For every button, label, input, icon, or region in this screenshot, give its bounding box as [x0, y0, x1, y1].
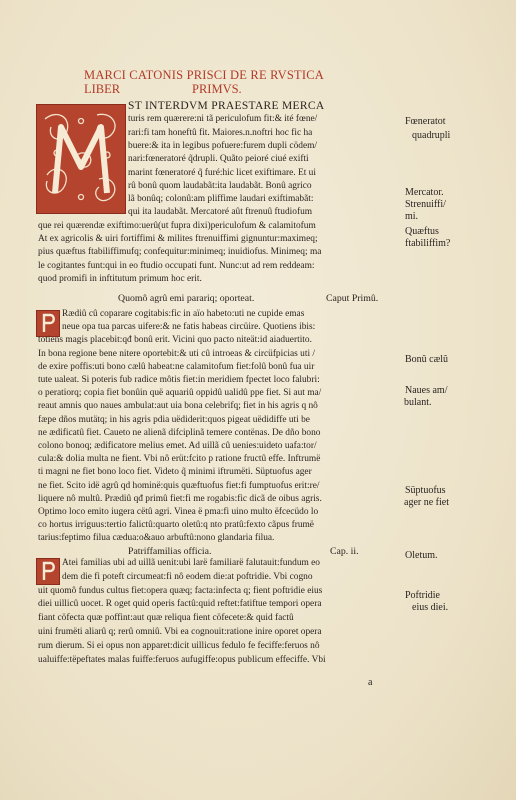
text-line: de exire poffis:uti bono cælû habeat:ne calamitofum fiet:folû bonû fua uir — [38, 361, 315, 372]
text-line: ne ædificatû fiet. Caueto ne alienã difciplinã temere contënas. De dño bono — [38, 427, 321, 438]
initial-p-2-icon — [37, 559, 59, 584]
text-line: At ex agricolis & uiri fortiffimi & milites ftrenuiffimi gignuntur:maximeq; — [38, 234, 318, 244]
text-line: buere:& ita in legibus pofuere:furem dupli cödem/ — [128, 140, 318, 151]
text-line: le cogitantes funt:qui in eo ftudio occupati funt. Nunc:ut ad rem reddeam: — [38, 260, 315, 271]
text-line: turis rem quærere:ni tã periculofum fit:& ité fœne/ — [128, 114, 318, 125]
text-line: rari:fi tam honeftû fit. Maiores.n.noftri hoc fic ha — [128, 127, 313, 138]
book-label-primus: PRIMVS. — [192, 82, 242, 96]
margin-note: Fœneratot — [405, 116, 446, 127]
text-line: In bona regione bene nitere oportebit:& uti cû introeas & circüfpicias uti / — [38, 348, 315, 359]
floral-initial-icon — [37, 105, 125, 213]
text-line: neue opa tua parcas uifere:& ne fatis habeas circüire. Quotiens ibis: — [62, 322, 316, 333]
text-line: Rædiû cû coparare cogitabis:fic in aïo habeto:uti ne cupide emas — [62, 309, 305, 319]
text-line: totiens magis placebit:qđ bonû erit. Vicini quo pacto niteät:id aiaduertito. — [38, 335, 312, 346]
margin-note: Quæftus — [405, 226, 439, 237]
text-line: Optimo loco emito iugera cëtû agri. Vinea ë pma:fi uino multo ëfcecüdo lo — [38, 507, 319, 517]
margin-note: eius diei. — [412, 602, 449, 613]
chapter-heading-2-number: Cap. ii. — [330, 546, 359, 557]
initial-p-icon — [37, 311, 59, 336]
margin-note: Oletum. — [405, 550, 438, 561]
text-line: lã bonûq; colonû:am pliffime laudari exiftimabãt: — [128, 194, 314, 205]
text-line: fæpe dños mutätq; in his agris pdia uëdiderit:quos pigeat uëdidiffe uti be — [38, 414, 310, 425]
margin-note: ftabiliffim? — [405, 238, 451, 249]
chapter-heading-1-number: Caput Primû. — [326, 293, 379, 304]
text-line: Atei familias ubi ad uillã uenit:ubi larë familiarë falutauit:fundum eo — [62, 558, 320, 568]
signature-mark: a — [368, 677, 373, 688]
text-line: ti magni ne fiet bono loco fiet. Videto q̃ minimi iftrumëti. Süptuofus ager — [38, 467, 312, 478]
text-line: que rei quærendæ exiftimo:uerû(ut fupra dixi)periculofum & calamitofum — [38, 220, 316, 231]
text-line: reaut amnis quo naues ambulat:aut uia bona celebrifq; fiet in his agris q nô — [38, 401, 318, 412]
margin-note: Strenuiffi/ — [405, 199, 446, 210]
text-line: pius quæftus ftabiliffimufq; confequitur:minimeq; inuidiofus. Minimeq; ma — [38, 247, 322, 258]
text-line: dem die fi poteft circumeat:fi nô eodem die:at poftridie. Vbi cogno — [62, 571, 313, 582]
text-line: tarius:feptimo filua cædua:o&auo arbuftû:nono glandaria filua. — [38, 533, 275, 544]
text-line: ST INTERDVM PRAESTARE MERCA — [128, 100, 325, 112]
decorated-initial-m — [36, 104, 126, 214]
margin-note: Süptuofus — [405, 485, 446, 496]
margin-note: mi. — [405, 211, 419, 222]
text-line: colono bonoq; ædificatore melius emet. Ad uillã cû uenies:uideto uafa:tor/ — [38, 441, 317, 451]
margin-note: Bonû cælû — [405, 354, 449, 365]
book-label-liber: LIBER — [84, 82, 121, 96]
margin-note: Naues am/ — [405, 385, 448, 396]
text-line: rû bonû quom laudabãt:ita laudabãt. Bonû agrico — [128, 180, 312, 191]
text-line: liquere nô multû. Prædiû qđ primû fiet:fi me rogabis:fic dicã de oibus agris. — [38, 493, 322, 504]
text-line: diei uillicû uocet. R oget quid operis factû:quid reftet:fatiftue tempori opera — [38, 599, 322, 610]
text-line: uit quomô fundus cultus fiet:opera quæq; facta:infecta q; fient poftridie eius — [38, 585, 323, 596]
text-line: co hortus irriguus:tertio falictû:quarto oletû:q nto pratû:fexto cãpus frumë — [38, 520, 314, 531]
text-line: qui ita laudabãt. Mercatoré aût ftrenuû ftudiofum — [128, 207, 313, 218]
chapter-heading-2-title: Patriffamilias officia. — [128, 546, 212, 557]
chapter-heading-1-title: Quomô agrû emi parariq; oporteat. — [118, 293, 255, 304]
text-line: cula:& dolia multa ne fient. Vbi nô erüt:fcito p ratione fructû effe. Inftrumë — [38, 454, 321, 465]
text-line: ualuiffe:tëpeftates malas fuiffe:feruos aufugiffe:opus publicum effeciffe. Vbi — [38, 654, 326, 665]
text-line: quod promifi in inftitutum primum hoc erit. — [38, 273, 202, 284]
book-label — [84, 82, 242, 97]
initial-p — [36, 310, 60, 337]
text-line: ne fiet. Scito idë agrû qd hominë:quis quæftuofus fiet:fi fumptuofus erit:re/ — [38, 480, 320, 491]
margin-note: Mercator. — [405, 187, 444, 198]
text-line: rum dierum. Si ei opus non apparet:dicit uillicus fedulo fe feciffe:feruos nô — [38, 640, 320, 651]
running-title: MARCI CATONIS PRISCI DE RE RVSTICA — [84, 68, 324, 82]
text-line: tute ualeat. Si poteris fub radice môtis fiet:in meridiem fpectet loco falubri: — [38, 375, 320, 385]
margin-note: Poftridie — [405, 590, 440, 601]
text-line: o peratiorq; copia fiet bonûin quë aquariû oppidû ualidû ppe fiet. Si aut ma/ — [38, 388, 322, 399]
margin-note: quadrupli — [412, 130, 451, 141]
text-line: uini frumëti aliarû q; rerû omniû. Vbi ea cognouit:ratione inire oporet opera — [38, 627, 322, 637]
initial-p-2 — [36, 558, 60, 585]
text-line: nari:fœneratoré q̃drupli. Quãto peioré ciué exifti — [128, 154, 309, 165]
text-line: fiant cöfecta quæ poffint:aut quæ reliqua fient cöfecete:& quid factû — [38, 613, 294, 624]
text-line: marint fœneratoré q̃ furé:hic licet exiftimare. Et ui — [128, 167, 316, 178]
margin-note: ager ne fiet — [404, 497, 449, 508]
margin-note: bulant. — [404, 397, 432, 408]
